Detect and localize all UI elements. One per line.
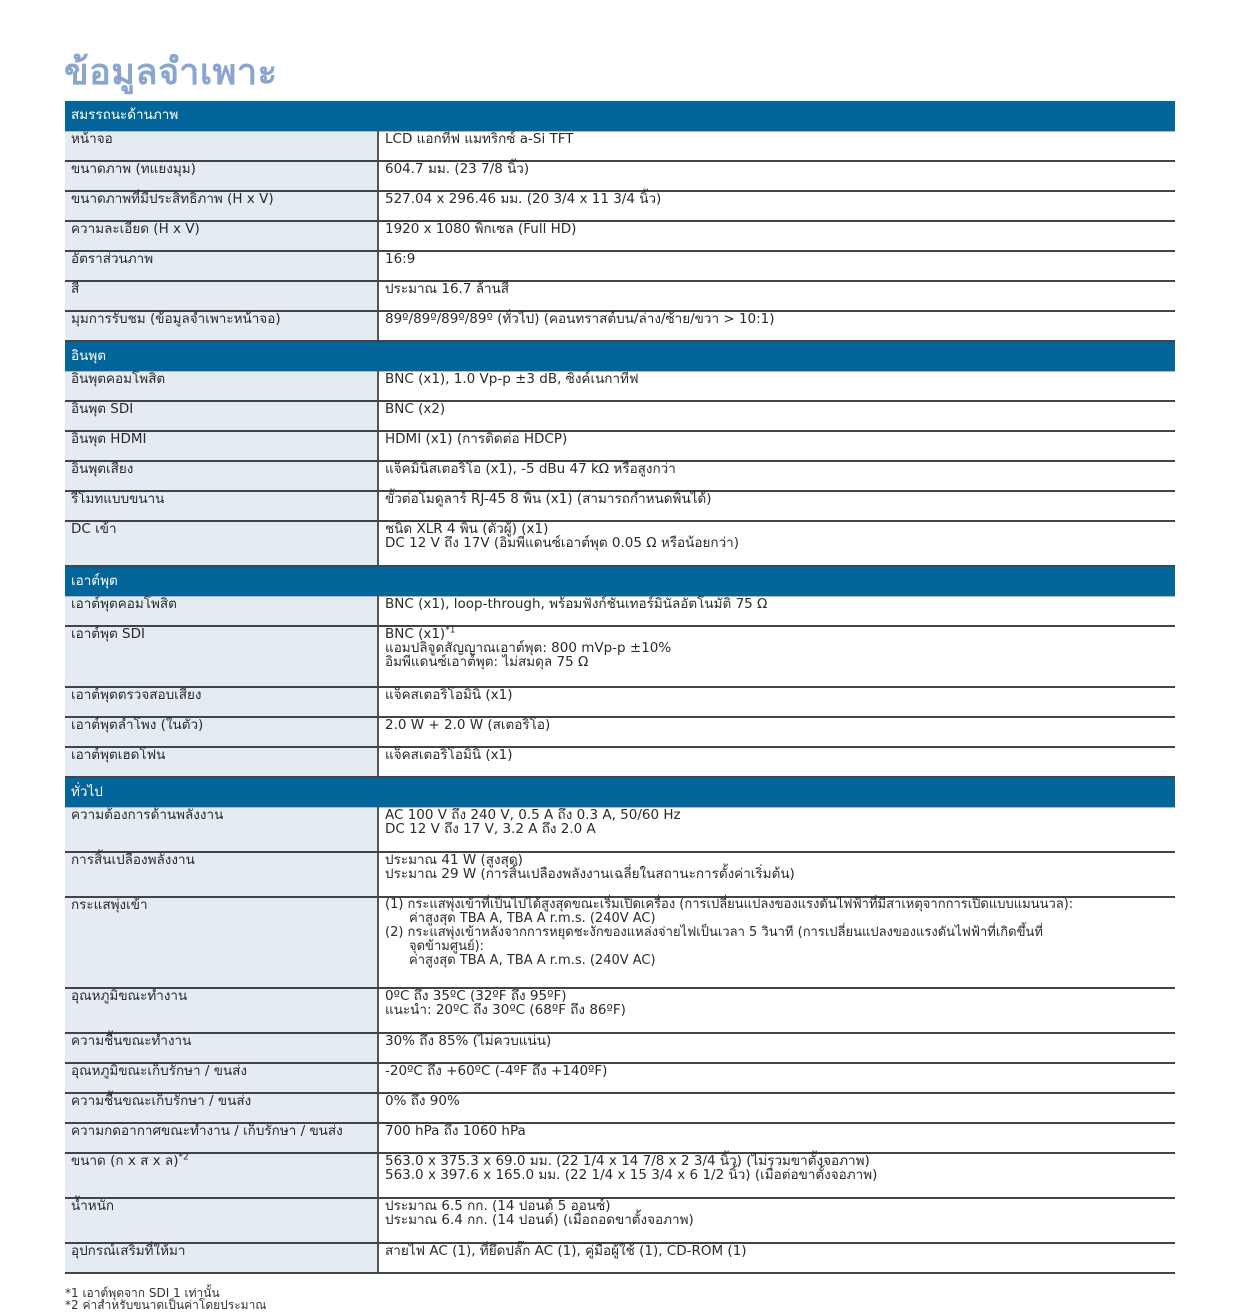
spec-row xyxy=(65,251,1175,281)
spec-value xyxy=(378,221,1175,251)
value-line: ประมาณ 16.7 ล้านสี xyxy=(385,281,510,297)
spec-label: หน้าจอ xyxy=(65,131,378,161)
spec-label: อินพุตคอมโพสิต xyxy=(65,371,378,401)
spec-label: มุมการรับชม (ข้อมูลจำเพาะหน้าจอ) xyxy=(65,311,378,341)
value-line: แจ็คมินิสเตอริโอ (x1), -5 dBu 47 kΩ หรือสูงกว่า xyxy=(385,461,676,477)
value-line: ค่าสูงสุด TBA A, TBA A r.m.s. (240V AC) xyxy=(409,911,656,926)
spec-label: ความต้องการด้านพลังงาน xyxy=(65,807,378,852)
spec-row xyxy=(65,191,1175,221)
spec-row xyxy=(65,1243,1175,1273)
value-line: 2.0 W + 2.0 W (สเตอริโอ) xyxy=(385,717,551,733)
spec-row xyxy=(65,371,1175,401)
spec-row xyxy=(65,717,1175,747)
spec-value xyxy=(378,1093,1175,1123)
spec-value xyxy=(378,311,1175,341)
value-line: ประมาณ 6.4 กก. (14 ปอนด์) (เมื่อถอดขาตั้งจอภาพ) xyxy=(385,1212,694,1228)
spec-value xyxy=(378,1153,1175,1198)
spec-row xyxy=(65,626,1175,687)
value-line: 604.7 มม. (23 7/8 นิ้ว) xyxy=(385,161,530,177)
spec-value xyxy=(378,431,1175,461)
value-line: 700 hPa ถึง 1060 hPa xyxy=(385,1123,526,1139)
value-line: แจ็คสเตอริโอมินิ (x1) xyxy=(385,687,513,703)
spec-value xyxy=(378,521,1175,566)
spec-row xyxy=(65,1153,1175,1198)
value-line: แนะนำ: 20ºC ถึง 30ºC (68ºF ถึง 86ºF) xyxy=(385,1002,626,1018)
spec-value xyxy=(378,687,1175,717)
spec-row xyxy=(65,431,1175,461)
spec-label xyxy=(65,1153,378,1198)
spec-row xyxy=(65,221,1175,251)
value-line: HDMI (x1) (การติดต่อ HDCP) xyxy=(385,431,568,447)
spec-label: รีโมทแบบขนาน xyxy=(65,491,378,521)
value-line: -20ºC ถึง +60ºC (-4ºF ถึง +140ºF) xyxy=(385,1063,608,1079)
value-line: สายไฟ AC (1), ที่ยึดปลั๊ก AC (1), คู่มือผู้ใช้ (1), CD-ROM (1) xyxy=(385,1243,747,1259)
spec-label: สี xyxy=(65,281,378,311)
value-line: 0ºC ถึง 35ºC (32ºF ถึง 95ºF) xyxy=(385,988,567,1004)
value-line: ชนิด XLR 4 พิน (ตัวผู้) (x1) xyxy=(385,521,549,537)
spec-value xyxy=(378,747,1175,777)
footnotes xyxy=(65,1287,266,1311)
value-line xyxy=(385,627,1169,641)
spec-row xyxy=(65,311,1175,341)
spec-label: ความชื้นขณะทำงาน xyxy=(65,1033,378,1063)
spec-label: ความละเอียด (H x V) xyxy=(65,221,378,251)
footnote: *2 ค่าสำหรับขนาดเป็นค่าโดยประมาณ xyxy=(65,1298,267,1312)
value-line: 16:9 xyxy=(385,251,416,267)
spec-label xyxy=(65,1123,378,1153)
spec-row xyxy=(65,281,1175,311)
value-line: BNC (x1), loop-through, พร้อมฟังก์ชั่นเทอร์มินัลอัตโนมัติ 75 Ω xyxy=(385,595,768,612)
spec-label: อินพุตเสียง xyxy=(65,461,378,491)
spec-value xyxy=(378,596,1175,626)
spec-label: ขนาดภาพที่มีประสิทธิภาพ (H x V) xyxy=(65,191,378,221)
spec-table xyxy=(65,101,1175,1274)
spec-row xyxy=(65,596,1175,626)
spec-value xyxy=(378,161,1175,191)
section-title: ทั่วไป xyxy=(65,777,1175,807)
spec-label: DC เข้า xyxy=(65,521,378,566)
spec-value xyxy=(378,1033,1175,1063)
value-line: ประมาณ 6.5 กก. (14 ปอนด์ 5 ออนซ์) xyxy=(385,1198,611,1214)
value-line: 89º/89º/89º/89º (ทั่วไป) (คอนทราสต์บน/ล่าง/ซ้าย/ขวา > 10:1) xyxy=(385,311,775,327)
spec-row xyxy=(65,897,1175,988)
spec-value xyxy=(378,461,1175,491)
spec-value xyxy=(378,401,1175,431)
value-line: 1920 x 1080 พิกเซล (Full HD) xyxy=(385,221,577,237)
spec-label: อุณหภูมิขณะทำงาน xyxy=(65,988,378,1033)
spec-row xyxy=(65,401,1175,431)
label-text: ขนาด (ก x ส x ล) xyxy=(71,1153,179,1169)
value-line: DC 12 V ถึง 17 V, 3.2 A ถึง 2.0 A xyxy=(385,820,596,837)
section-header-input xyxy=(65,341,1175,371)
spec-value xyxy=(378,1123,1175,1153)
section-title: อินพุต xyxy=(65,341,1175,371)
spec-value xyxy=(378,852,1175,897)
value-line: AC 100 V ถึง 240 V, 0.5 A ถึง 0.3 A, 50/60 Hz xyxy=(385,806,681,823)
spec-row xyxy=(65,1093,1175,1123)
spec-row xyxy=(65,161,1175,191)
spec-row xyxy=(65,747,1175,777)
label-text: ความกดอากาศขณะทำงาน / เก็บรักษา / ขนส่ง xyxy=(71,1123,343,1139)
value-line: BNC (x2) xyxy=(385,401,446,417)
value-line: BNC (x1), 1.0 Vp-p ±3 dB, ซิงค์เนกาทีฟ xyxy=(385,370,639,387)
value-line: อิมพีแดนซ์เอาต์พุต: ไม่สมดุล 75 Ω xyxy=(385,654,589,670)
value-line: (2) กระแสพุ่งเข้าหลังจากการหยุดชะงักของแหล่งจ่ายไฟเป็นเวลา 5 วินาที (การเปลี่ยนแปลงของแรงดันไฟฟ้าที่เกิดขึ้นที่ xyxy=(385,925,1043,940)
section-header-display xyxy=(65,101,1175,131)
spec-label: ความชื้นขณะเก็บรักษา / ขนส่ง xyxy=(65,1093,378,1123)
value-line: (1) กระแสพุ่งเข้าที่เป็นไปได้สูงสุดขณะเริ่มเปิดเครื่อง (การเปลี่ยนแปลงของแรงดันไฟฟ้าที่มีสาเหตุจากการเปิดแบบแมนนวล): xyxy=(385,897,1074,912)
spec-label: อินพุต SDI xyxy=(65,401,378,431)
spec-value xyxy=(378,281,1175,311)
spec-label: เอาต์พุตเฮดโฟน xyxy=(65,747,378,777)
spec-row xyxy=(65,852,1175,897)
value-line: แจ็คสเตอริโอมินิ (x1) xyxy=(385,747,513,763)
value-line: จุดข้ามศูนย์): xyxy=(409,939,485,954)
section-header-output xyxy=(65,566,1175,596)
spec-value xyxy=(378,371,1175,401)
footnote: *1 เอาต์พุตจาก SDI 1 เท่านั้น xyxy=(65,1286,220,1300)
spec-row xyxy=(65,461,1175,491)
value-line: 30% ถึง 85% (ไม่ควบแน่น) xyxy=(385,1033,552,1049)
spec-label: เอาต์พุตลำโพง (ในตัว) xyxy=(65,717,378,747)
value-line: ประมาณ 29 W (การสิ้นเปลืองพลังงานเฉลี่ยในสถานะการตั้งค่าเริ่มต้น) xyxy=(385,866,795,882)
spec-row xyxy=(65,687,1175,717)
value-line: แอมปลิจูดสัญญาณเอาต์พุต: 800 mVp-p ±10% xyxy=(385,640,672,656)
spec-row xyxy=(65,1063,1175,1093)
spec-row xyxy=(65,988,1175,1033)
spec-row xyxy=(65,521,1175,566)
spec-label: อุปกรณ์เสริมที่ให้มา xyxy=(65,1243,378,1273)
spec-row xyxy=(65,1033,1175,1063)
spec-value xyxy=(378,626,1175,687)
spec-label: กระแสพุ่งเข้า xyxy=(65,897,378,988)
footnote-ref: *1 xyxy=(445,625,456,636)
spec-value xyxy=(378,988,1175,1033)
spec-label: อุณหภูมิขณะเก็บรักษา / ขนส่ง xyxy=(65,1063,378,1093)
spec-row xyxy=(65,1198,1175,1243)
value-line: ค่าสูงสุด TBA A, TBA A r.m.s. (240V AC) xyxy=(409,953,656,968)
section-title: สมรรถนะด้านภาพ xyxy=(65,101,1175,131)
spec-row xyxy=(65,131,1175,161)
spec-label: น้ำหนัก xyxy=(65,1198,378,1243)
value-line: 563.0 x 397.6 x 165.0 มม. (22 1/4 x 15 3/4 x 6 1/2 นิ้ว) (เมื่อต่อขาตั้งจอภาพ) xyxy=(385,1167,878,1183)
value-line: 563.0 x 375.3 x 69.0 มม. (22 1/4 x 14 7/8 x 2 3/4 นิ้ว) (ไม่รวมขาตั้งจอภาพ) xyxy=(385,1153,870,1169)
spec-value xyxy=(378,131,1175,161)
spec-label: การสิ้นเปลืองพลังงาน xyxy=(65,852,378,897)
spec-label: เอาต์พุตตรวจสอบเสียง xyxy=(65,687,378,717)
spec-label: ขนาดภาพ (ทแยงมุม) xyxy=(65,161,378,191)
spec-label: เอาต์พุต SDI xyxy=(65,626,378,687)
spec-row xyxy=(65,491,1175,521)
footnote-ref: *2 xyxy=(178,1152,189,1163)
value-line: LCD แอกทีฟ แมทริกซ์ a-Si TFT xyxy=(385,130,574,147)
value-line: DC 12 V ถึง 17V (อิมพีแดนซ์เอาต์พุต 0.05 Ω หรือน้อยกว่า) xyxy=(385,535,739,551)
section-header-general xyxy=(65,777,1175,807)
page-title: ข้อมูลจำเพาะ xyxy=(64,52,278,93)
value-text: BNC (x1) xyxy=(385,626,446,642)
spec-label: เอาต์พุตคอมโพสิต xyxy=(65,596,378,626)
spec-value xyxy=(378,897,1175,988)
spec-value xyxy=(378,491,1175,521)
spec-value xyxy=(378,1198,1175,1243)
section-title: เอาต์พุต xyxy=(65,566,1175,596)
value-line: 0% ถึง 90% xyxy=(385,1093,460,1109)
spec-value xyxy=(378,191,1175,221)
spec-label: อัตราส่วนภาพ xyxy=(65,251,378,281)
spec-value xyxy=(378,251,1175,281)
spec-row xyxy=(65,807,1175,852)
spec-label: อินพุต HDMI xyxy=(65,431,378,461)
spec-value xyxy=(378,1063,1175,1093)
spec-row xyxy=(65,1123,1175,1153)
spec-value xyxy=(378,807,1175,852)
spec-value xyxy=(378,1243,1175,1273)
value-line: 527.04 x 296.46 มม. (20 3/4 x 11 3/4 นิ้ว) xyxy=(385,191,662,207)
spec-value xyxy=(378,717,1175,747)
value-line: ขั้วต่อโมดูลาร์ RJ-45 8 พิน (x1) (สามารถกำหนดพินได้) xyxy=(385,491,712,507)
value-line: ประมาณ 41 W (สูงสุด) xyxy=(385,852,523,868)
